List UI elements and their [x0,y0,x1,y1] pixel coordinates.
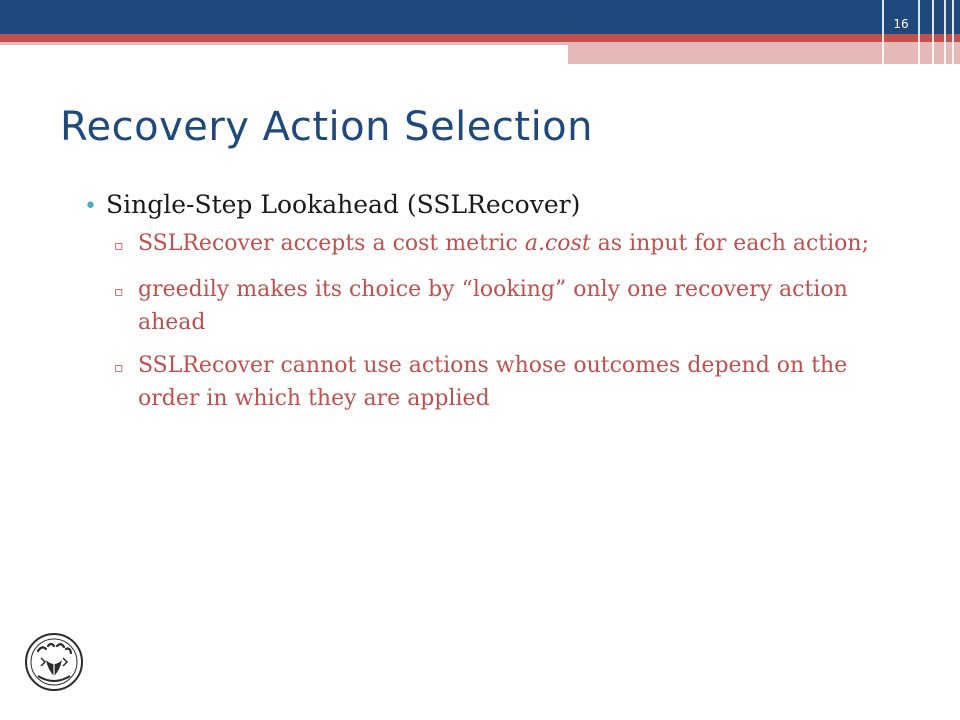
slide-number: 16 [893,17,909,31]
sub-bullet-item [114,349,884,415]
header-divider-line [882,0,884,64]
bullet-dot-icon: • [84,194,97,219]
header-divider-line [932,0,934,64]
header-divider-line [918,0,920,64]
main-bullet-text: Single-Step Lookahead (SSLRecover) [106,190,581,219]
cost-metric-term: a.cost [524,231,591,256]
sub-bullet-text: SSLRecover cannot use actions whose outcomes depend on the order in which they are applied [138,353,848,411]
university-logo-icon [24,632,84,692]
slide-content [84,190,884,425]
header-divider-line [952,0,954,64]
bullet-square-icon: ▫ [114,284,124,300]
header-corner-block [568,44,960,64]
bullet-square-icon: ▫ [114,238,124,254]
sub-bullet-text: greedily makes its choice by “looking” only one recovery action ahead [138,277,848,335]
sub-bullet-item [114,273,884,339]
sub-bullet-text-part: as input for each action; [590,231,870,256]
header-band-blue [0,0,960,34]
sub-bullet-text-part: SSLRecover accepts a cost metric [138,231,525,256]
sub-bullet-item [114,227,884,263]
bullet-square-icon: ▫ [114,360,124,376]
sub-bullet-text [138,227,869,260]
header-divider-line [944,0,946,64]
slide-title: Recovery Action Selection [60,104,594,150]
header-band-red [0,34,960,42]
main-bullet-item [84,190,884,219]
